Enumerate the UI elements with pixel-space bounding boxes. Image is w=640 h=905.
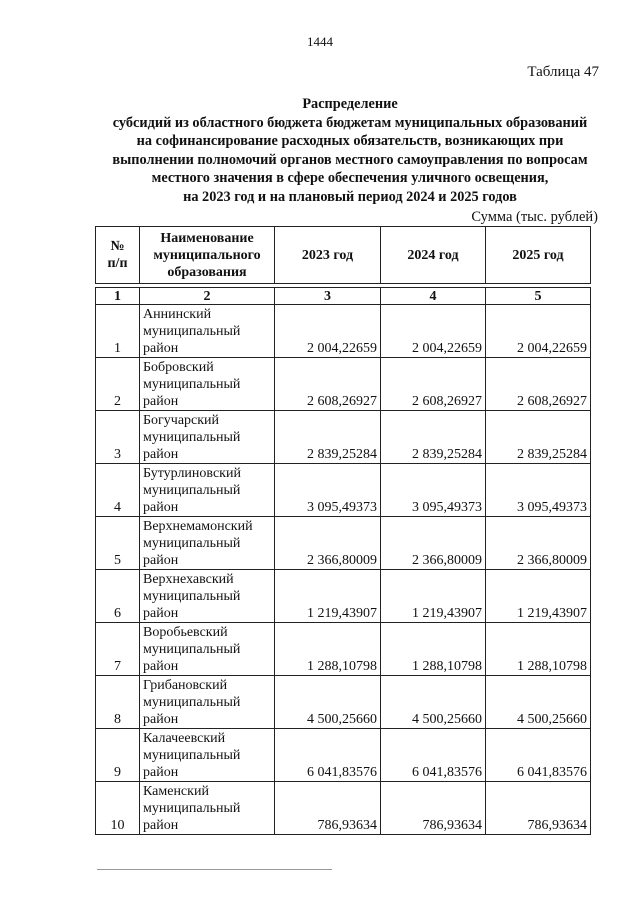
municipality-name: [140, 305, 275, 358]
amount-2025: 786,93634: [486, 782, 591, 835]
heading-line: субсидий из областного бюджета бюджетам муниципальных образований: [112, 114, 588, 131]
document-heading: [70, 95, 630, 206]
amount-2023: 6 041,83576: [275, 729, 381, 782]
header-name-line: образования: [167, 264, 247, 280]
page-mark: [97, 869, 332, 870]
row-index: 4: [96, 464, 140, 517]
municipality-name-line: муниципальный: [143, 642, 241, 657]
municipality-name-line: район: [143, 500, 179, 515]
municipality-name: [140, 782, 275, 835]
heading-line: на софинансирование расходных обязательств, возникающих при: [136, 133, 564, 149]
municipality-name: [140, 623, 275, 676]
municipality-name: [140, 464, 275, 517]
amount-2024: 4 500,25660: [381, 676, 486, 729]
municipality-name-line: район: [143, 341, 179, 356]
row-index: 2: [96, 358, 140, 411]
municipality-name-line: район: [143, 447, 179, 462]
municipality-name-line: Богучарский: [143, 413, 220, 428]
municipality-name: [140, 729, 275, 782]
municipality-name-line: район: [143, 553, 179, 568]
header-2024: 2024 год: [381, 227, 486, 284]
amount-2025: 2 004,22659: [486, 305, 591, 358]
page-number: 1444: [307, 34, 333, 49]
municipality-name-line: муниципальный: [143, 695, 241, 710]
table-row: [96, 464, 591, 517]
subsidy-table: [95, 287, 591, 835]
amount-2024: 2 608,26927: [381, 358, 486, 411]
amount-2024: 1 219,43907: [381, 570, 486, 623]
municipality-name-line: муниципальный: [143, 589, 241, 604]
municipality-name-line: Калачеевский: [143, 731, 226, 746]
municipality-name-line: муниципальный: [143, 483, 241, 498]
municipality-name-line: Воробьевский: [143, 625, 228, 640]
municipality-name-line: район: [143, 659, 179, 674]
municipality-name-line: район: [143, 765, 179, 780]
heading-line: местного значения в сфере обеспечения уличного освещения,: [151, 170, 549, 186]
amount-2023: 1 219,43907: [275, 570, 381, 623]
municipality-name: [140, 358, 275, 411]
municipality-name-line: муниципальный: [143, 377, 241, 392]
municipality-name-line: Бобровский: [143, 360, 214, 375]
column-number-row: [96, 288, 591, 305]
header-index-line: №: [110, 239, 125, 254]
amount-2024: 786,93634: [381, 782, 486, 835]
table-row: [96, 570, 591, 623]
heading-line: выполнении полномочий органов местного самоуправления по вопросам: [112, 151, 588, 168]
header-index: [96, 227, 140, 284]
header-2023: 2023 год: [275, 227, 381, 284]
amount-2023: 4 500,25660: [275, 676, 381, 729]
header-name: [140, 227, 275, 284]
amount-2025: 3 095,49373: [486, 464, 591, 517]
table-header: [95, 226, 591, 284]
row-index: 10: [96, 782, 140, 835]
municipality-name-line: Аннинский: [143, 307, 212, 322]
amount-2023: 2 839,25284: [275, 411, 381, 464]
header-index-line: п/п: [107, 256, 128, 271]
municipality-name-line: район: [143, 394, 179, 409]
amount-2023: 2 004,22659: [275, 305, 381, 358]
table-label: Таблица 47: [527, 64, 599, 80]
municipality-name-line: Верхнемамонский: [143, 519, 253, 534]
amount-2024: 6 041,83576: [381, 729, 486, 782]
municipality-name-line: муниципальный: [143, 430, 241, 445]
municipality-name-line: Грибановский: [143, 678, 228, 693]
column-number: 2: [140, 288, 275, 305]
row-index: 3: [96, 411, 140, 464]
table-row: [96, 782, 591, 835]
municipality-name: [140, 570, 275, 623]
municipality-name-line: Верхнехавский: [143, 572, 234, 587]
amount-2025: 2 608,26927: [486, 358, 591, 411]
table-row: [96, 517, 591, 570]
amount-2025: 6 041,83576: [486, 729, 591, 782]
municipality-name-line: Каменский: [143, 784, 209, 799]
municipality-name-line: муниципальный: [143, 801, 241, 816]
municipality-name: [140, 676, 275, 729]
municipality-name: [140, 517, 275, 570]
column-number: 3: [275, 288, 381, 305]
amount-2024: 2 839,25284: [381, 411, 486, 464]
municipality-name-line: район: [143, 818, 179, 833]
amount-2024: 1 288,10798: [381, 623, 486, 676]
municipality-name-line: муниципальный: [143, 536, 241, 551]
row-index: 6: [96, 570, 140, 623]
amount-2023: 3 095,49373: [275, 464, 381, 517]
municipality-name-line: район: [143, 606, 179, 621]
amount-2025: 1 219,43907: [486, 570, 591, 623]
amount-2024: 2 004,22659: [381, 305, 486, 358]
row-index: 9: [96, 729, 140, 782]
municipality-name: [140, 411, 275, 464]
column-number: 4: [381, 288, 486, 305]
column-number: 5: [486, 288, 591, 305]
header-name-line: муниципального: [153, 247, 261, 263]
municipality-name-line: муниципальный: [143, 748, 241, 763]
amount-2025: 4 500,25660: [486, 676, 591, 729]
table-row: [96, 623, 591, 676]
municipality-name-line: Бутурлиновский: [143, 466, 241, 481]
amount-2024: 2 366,80009: [381, 517, 486, 570]
amount-2023: 2 608,26927: [275, 358, 381, 411]
header-name-line: Наименование: [160, 230, 254, 246]
table-row: [96, 676, 591, 729]
header-2025: 2025 год: [486, 227, 591, 284]
column-number: 1: [96, 288, 140, 305]
table-row: [96, 729, 591, 782]
row-index: 8: [96, 676, 140, 729]
table-row: [96, 305, 591, 358]
amount-2025: 2 366,80009: [486, 517, 591, 570]
row-index: 1: [96, 305, 140, 358]
units-label: Сумма (тыс. рублей): [471, 209, 598, 225]
row-index: 7: [96, 623, 140, 676]
table-row: [96, 411, 591, 464]
table-row: [96, 358, 591, 411]
municipality-name-line: муниципальный: [143, 324, 241, 339]
amount-2025: 2 839,25284: [486, 411, 591, 464]
heading-line: на 2023 год и на плановый период 2024 и 2025 годов: [183, 188, 517, 205]
amount-2025: 1 288,10798: [486, 623, 591, 676]
row-index: 5: [96, 517, 140, 570]
municipality-name-line: район: [143, 712, 179, 727]
amount-2023: 1 288,10798: [275, 623, 381, 676]
amount-2023: 786,93634: [275, 782, 381, 835]
heading-line: Распределение: [302, 96, 398, 112]
amount-2023: 2 366,80009: [275, 517, 381, 570]
amount-2024: 3 095,49373: [381, 464, 486, 517]
